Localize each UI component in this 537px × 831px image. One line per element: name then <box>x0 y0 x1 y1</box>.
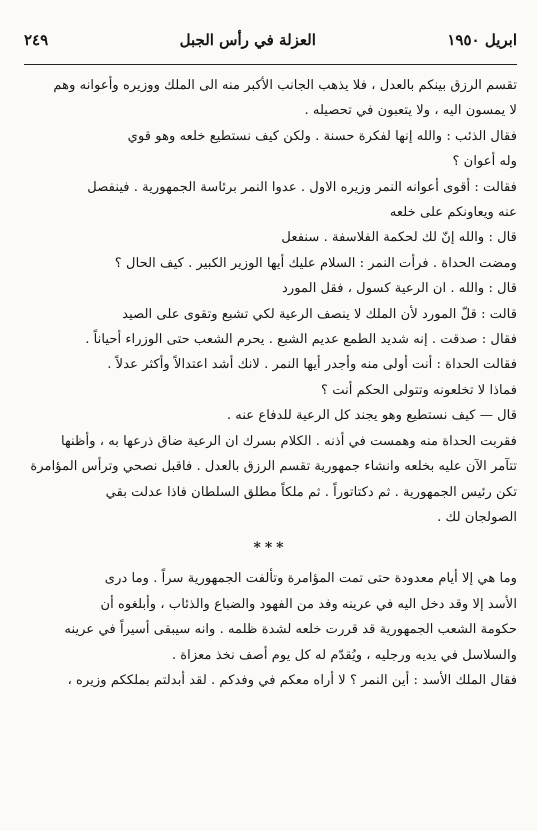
text-line: الأسد إلا وقد دخل اليه في عرينه وفد من الفهود والضباع والذئاب ، وأبلغوه أن <box>100 596 517 612</box>
text-line: قال : والله . ان الرعية كسول ، فقل المورد <box>282 281 517 297</box>
text-line: فقال الذئب : والله إنها لفكرة حسنة . ولكن كيف نستطيع خلعه وهو قوي <box>127 128 517 144</box>
section-separator: *** <box>253 540 288 557</box>
text-line: قال : والله إنّ لك لحكمة الفلاسفة . سنفعل <box>281 230 517 246</box>
text-line: فقالت الحداة : أنت أولى منه وأجدر أيها النمر . لانك أشد اعتدالاً وأكثر عدلاً . <box>107 357 517 373</box>
text-line: ومضت الحداة . فرأت النمر : السلام عليك أيها الوزير الكبير . كيف الحال ؟ <box>114 255 517 271</box>
text-line: وما هي إلا أيام معدودة حتى تمت المؤامرة وتألفت الجمهورية سراً . وما درى <box>104 571 517 587</box>
body-text <box>24 73 517 693</box>
text-line: الصولجان لك . <box>437 509 517 525</box>
text-line: تكن رئيس الجمهورية . ثم دكتاتوراً . ثم ملكاً مطلق السلطان فاذا عدلت بقي <box>105 484 517 500</box>
text-line: فقربت الحداة منه وهمست في أذنه . الكلام بسرك ان الرعية ضاق ذرعها به ، وأظنها <box>60 433 517 449</box>
paragraph-block-before <box>24 73 517 530</box>
header-title: العزلة في رأس الجبل <box>179 31 316 49</box>
page-header <box>24 20 517 60</box>
text-line: قال — كيف نستطيع وهو يجند كل الرعية للدفاع عنه . <box>226 408 517 424</box>
text-line: وله أعوان ؟ <box>452 154 517 170</box>
page-number: ٢٤٩ <box>24 31 49 49</box>
text-line: تقسم الرزق بينكم بالعدل ، فلا يذهب الجانب الأكبر منه الى الملك ووزيره وأعوانه وهم <box>53 78 517 93</box>
text-line: حكومة الشعب الجمهورية قد قررت خلعه لشدة ظلمه . وانه سيبقى أسيراً في عرينه <box>64 622 517 638</box>
header-date: ابريل ١٩٥٠ <box>447 31 517 49</box>
text-line: لا يمسون اليه ، ولا يتعبون في تحصيله . <box>304 103 517 119</box>
header-rule <box>24 64 517 65</box>
text-line: قالت : قلّ المورد لأن الملك لا ينصف الرعية لكي تشبع وتقوى على الصيد <box>122 306 517 322</box>
text-line: والسلاسل في يديه ورجليه ، ويُقدّم له كل يوم أصف نخذ معزاة . <box>171 647 517 663</box>
text-line: عنه ويعاونكم على خلعه <box>389 205 517 221</box>
text-line: فقال : صدقت . إنه شديد الطمع عديم الشبع . يحرم الشعب حتى الوزراء أحياناً . <box>85 332 517 348</box>
text-line: فماذا لا تخلعونه وتتولى الحكم أنت ؟ <box>321 382 517 398</box>
book-page <box>0 20 537 831</box>
text-line: تتآمر الآن عليه بخلعه وانشاء جمهورية تقسم الرزق بالعدل . فاقبل نصحي وترأس المؤامرة <box>30 459 517 475</box>
text-line: فقال الملك الأسد : أين النمر ؟ لا أراه معكم في وفدكم . لقد أبدلتم بملككم وزيره ، <box>67 672 517 688</box>
paragraph-block-after <box>24 566 517 693</box>
text-line: فقالت : أقوى أعوانه النمر وزيره الاول . عدوا النمر برئاسة الجمهورية . فينفصل <box>87 179 517 195</box>
